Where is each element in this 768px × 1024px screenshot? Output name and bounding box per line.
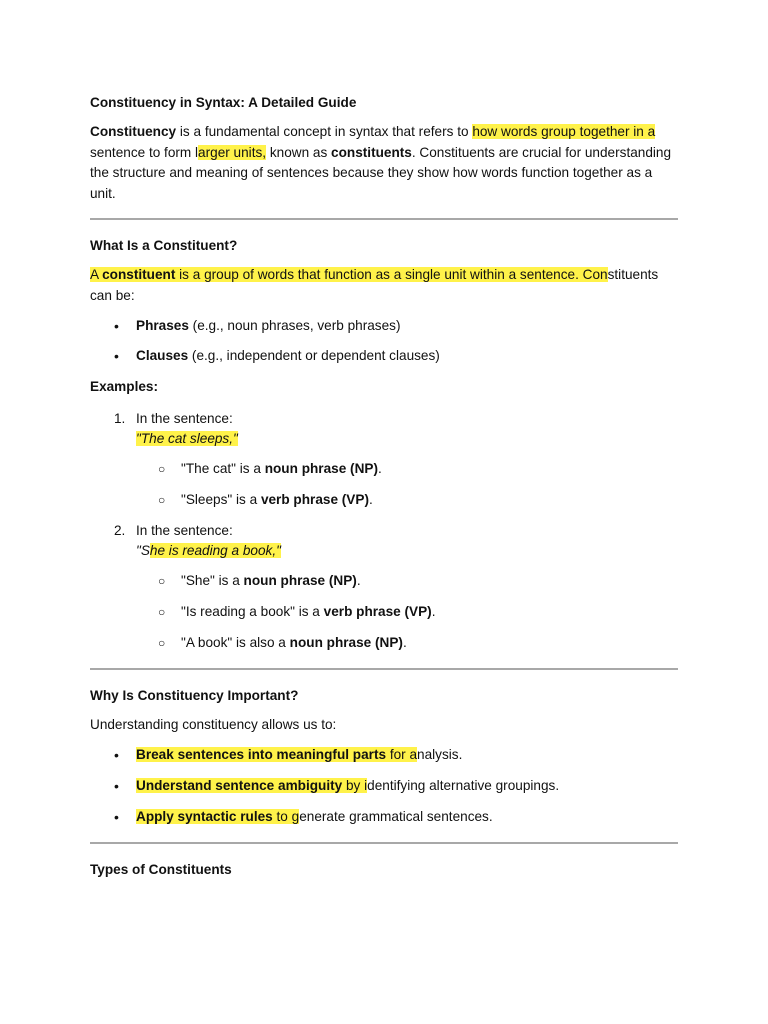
- list-item-term: noun phrase (NP): [243, 572, 357, 588]
- example-sentence: [136, 429, 680, 450]
- list-number: 2.: [114, 522, 126, 538]
- bullet-icon: •: [114, 809, 119, 825]
- term-constituency: Constituency: [90, 124, 177, 139]
- list-item-text: "The cat" is a: [181, 460, 265, 476]
- list-item-term: Understand sentence ambiguity: [136, 778, 343, 793]
- circle-bullet-icon: ○: [158, 573, 166, 588]
- term-constituents: constituents: [331, 144, 412, 160]
- list-item: [90, 459, 680, 479]
- definition-text: is a group of words that function as a single unit within a sentence. Con: [175, 267, 608, 282]
- definition-line-1: [90, 265, 680, 286]
- intro-line-2: [90, 143, 680, 164]
- list-item-text: nalysis.: [417, 747, 463, 762]
- list-item-text: enerate grammatical sentences.: [299, 809, 493, 824]
- importance-list: [90, 745, 680, 827]
- list-item-term: verb phrase (VP): [323, 603, 432, 619]
- list-item-text: "A book" is also a: [181, 634, 290, 650]
- list-item-term: Break sentences into meaningful parts: [136, 747, 387, 762]
- bullet-icon: •: [114, 318, 119, 334]
- examples-list-continued: [90, 521, 680, 562]
- list-item-text: for a: [386, 747, 418, 762]
- examples-label: [90, 377, 680, 398]
- section-heading-what-is: What Is a Constituent?: [90, 238, 238, 253]
- example-sentence: [136, 541, 680, 562]
- list-item: [90, 776, 680, 796]
- highlight-text: arger units,: [198, 144, 267, 160]
- list-item: [90, 602, 680, 622]
- list-item-term: noun phrase (NP): [289, 634, 403, 650]
- intro-line-4: unit.: [90, 185, 116, 201]
- list-item-text: .: [378, 460, 382, 476]
- list-number: 1.: [114, 410, 126, 426]
- phrase-clause-list: [90, 316, 680, 366]
- example-lead: In the sentence:: [136, 410, 233, 426]
- bullet-icon: •: [114, 747, 119, 763]
- intro-paragraph: [90, 122, 680, 204]
- list-item-text: .: [356, 572, 361, 588]
- list-item-text: (e.g., independent or dependent clauses): [188, 348, 440, 363]
- highlight-text: how words group together in a: [472, 124, 656, 139]
- highlight-text: [136, 778, 367, 793]
- examples-label-text: Examples:: [90, 379, 159, 394]
- section-heading-why-important: Why Is Constituency Important?: [90, 687, 299, 703]
- list-item: [90, 571, 680, 591]
- intro-text: is a fundamental concept in syntax that refers to: [176, 124, 473, 139]
- intro-line-3: the structure and meaning of sentences because they show how words function together as a: [90, 165, 653, 180]
- spacer: [90, 765, 680, 776]
- importance-lead: Understanding constituency allows us to:: [90, 716, 337, 732]
- definition-text: A: [90, 267, 103, 282]
- document-title: Constituency in Syntax: A Detailed Guide: [90, 95, 357, 110]
- list-item: [90, 316, 680, 336]
- list-item-text: dentifying alternative groupings.: [367, 778, 560, 793]
- list-item-text: "Is reading a book" is a: [181, 603, 324, 619]
- example-item-1: [90, 409, 680, 450]
- example-2-breakdown: [90, 571, 680, 653]
- circle-bullet-icon: ○: [158, 635, 166, 650]
- section-heading-types: Types of Constituents: [90, 862, 232, 877]
- list-item-text: to g: [272, 809, 300, 824]
- list-item-text: .: [431, 603, 436, 619]
- spacer: [90, 479, 680, 490]
- definition-line-2: can be:: [90, 287, 135, 303]
- list-item-text: by i: [342, 778, 368, 793]
- list-item-text: "She" is a: [181, 572, 244, 588]
- list-item-term: noun phrase (NP): [264, 460, 378, 476]
- term-constituent: constituent: [102, 267, 176, 282]
- spacer: [90, 796, 680, 807]
- spacer: [90, 622, 680, 633]
- list-item: [90, 633, 680, 653]
- list-item-term: Clauses: [136, 348, 189, 363]
- highlight-text: "The cat sleeps,": [136, 431, 238, 446]
- highlight-text: he is reading a book,": [149, 543, 281, 558]
- intro-text: known as: [266, 144, 332, 160]
- highlight-text: [90, 267, 608, 282]
- list-item: [90, 807, 680, 827]
- list-item: [90, 490, 680, 510]
- intro-text: . Constituents are crucial for understanding: [411, 144, 672, 160]
- circle-bullet-icon: ○: [158, 604, 166, 619]
- example-quote-text: "S: [136, 543, 150, 558]
- bullet-icon: •: [114, 778, 119, 794]
- definition-text: stituents: [607, 267, 659, 282]
- example-item-2: [90, 521, 680, 562]
- spacer: [90, 591, 680, 602]
- spacer: [90, 336, 680, 346]
- list-item-text: .: [368, 491, 373, 507]
- example-1-breakdown: [90, 459, 680, 510]
- list-item-term: Phrases: [136, 318, 189, 333]
- list-item: [90, 346, 680, 366]
- highlight-text: [136, 747, 417, 762]
- examples-list: [90, 409, 680, 450]
- circle-bullet-icon: ○: [158, 461, 166, 476]
- intro-line-1: [90, 122, 680, 143]
- list-item: [90, 745, 680, 765]
- list-item-term: verb phrase (VP): [260, 491, 369, 507]
- list-item-text: (e.g., noun phrases, verb phrases): [188, 318, 401, 333]
- highlight-text: [136, 809, 299, 824]
- bullet-icon: •: [114, 348, 119, 364]
- list-item-text: .: [402, 634, 407, 650]
- list-item-term: Apply syntactic rules: [136, 809, 273, 824]
- list-item-text: "Sleeps" is a: [181, 491, 261, 507]
- circle-bullet-icon: ○: [158, 492, 166, 507]
- intro-text: sentence to form l: [90, 144, 199, 160]
- document-page: [90, 94, 680, 889]
- definition-paragraph: [90, 265, 680, 306]
- example-lead: In the sentence:: [136, 522, 233, 538]
